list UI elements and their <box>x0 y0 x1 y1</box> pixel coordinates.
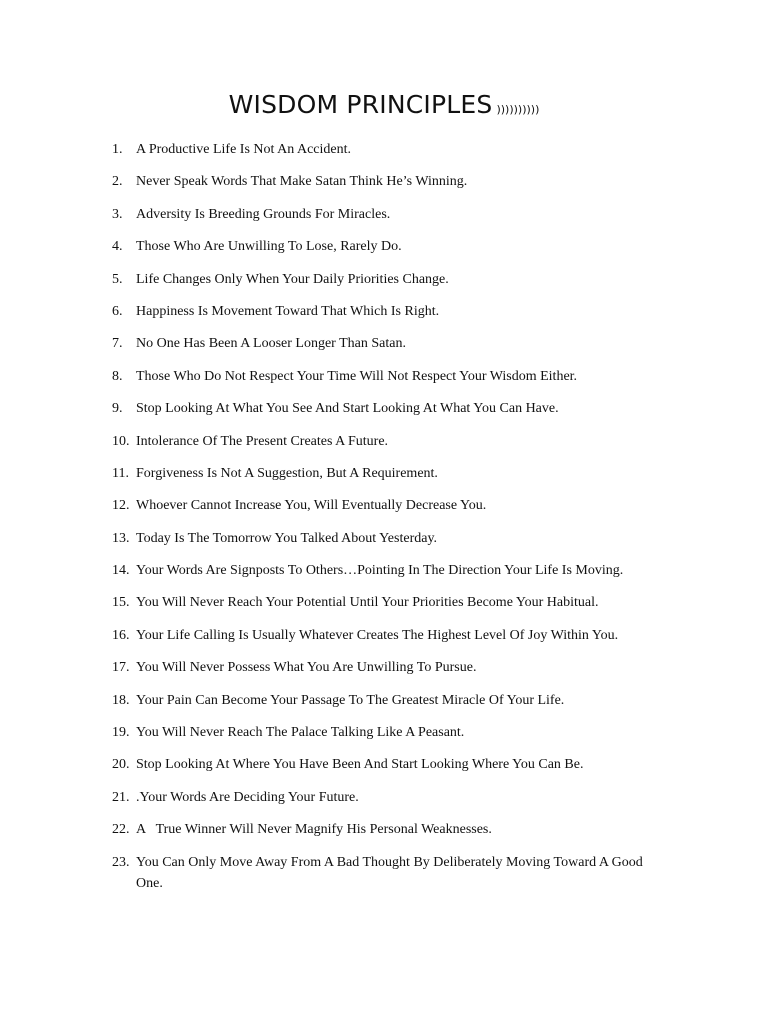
title-row <box>0 90 768 119</box>
item-text: Your Words Are Signposts To Others…Pointing In The Direction Your Life Is Moving. <box>136 563 624 579</box>
item-number: 23. <box>112 854 130 870</box>
item-text: Happiness Is Movement Toward That Which Is Right. <box>136 303 440 319</box>
list-item <box>112 495 712 516</box>
item-number: 18. <box>112 692 130 708</box>
principles-list <box>112 139 712 905</box>
item-number: 6. <box>112 303 123 319</box>
list-item <box>112 625 712 646</box>
item-text: Your Pain Can Become Your Passage To The Greatest Miracle Of Your Life. <box>136 692 565 708</box>
list-item <box>112 722 712 743</box>
item-number: 17. <box>112 660 130 676</box>
item-number: 21. <box>112 789 130 805</box>
item-number: 19. <box>112 725 130 741</box>
item-text: No One Has Been A Looser Longer Than Satan. <box>136 336 406 352</box>
title-suffix: )))))))))) <box>496 103 540 116</box>
item-text: Stop Looking At What You See And Start Looking At What You Can Have. <box>136 401 559 417</box>
item-text: Today Is The Tomorrow You Talked About Yesterday. <box>136 530 438 546</box>
item-text: Life Changes Only When Your Daily Priorities Change. <box>136 271 449 287</box>
item-number: 16. <box>112 627 130 643</box>
item-number: 9. <box>112 401 123 417</box>
list-item <box>112 690 712 711</box>
item-text: Never Speak Words That Make Satan Think He’s Winning. <box>136 174 468 190</box>
item-number: 1. <box>112 142 123 157</box>
item-number: 22. <box>112 822 130 838</box>
list-item <box>112 398 712 419</box>
list-item <box>112 787 712 808</box>
item-number: 4. <box>112 239 123 255</box>
page-title: WISDOM PRINCIPLES <box>228 90 493 119</box>
list-item <box>112 431 712 452</box>
item-number: 8. <box>112 368 123 384</box>
item-number: 3. <box>112 206 123 222</box>
list-item <box>112 139 712 160</box>
item-number: 15. <box>112 595 130 611</box>
item-number: 11. <box>112 465 129 481</box>
item-text: Stop Looking At Where You Have Been And Start Looking Where You Can Be. <box>136 757 584 773</box>
item-text: Forgiveness Is Not A Suggestion, But A Requirement. <box>136 465 438 481</box>
item-text: Whoever Cannot Increase You, Will Eventually Decrease You. <box>136 498 487 514</box>
list-item <box>112 269 712 290</box>
item-number: 13. <box>112 530 130 546</box>
item-number: 2. <box>112 174 123 190</box>
item-text: Those Who Do Not Respect Your Time Will Not Respect Your Wisdom Either. <box>136 368 578 384</box>
list-item <box>112 852 712 894</box>
item-number: 10. <box>112 433 130 449</box>
item-text: Your Life Calling Is Usually Whatever Creates The Highest Level Of Joy Within You. <box>136 627 619 643</box>
item-text: A Productive Life Is Not An Accident. <box>136 142 352 157</box>
list-item <box>112 204 712 225</box>
item-text: A True Winner Will Never Magnify His Personal Weaknesses. <box>136 822 492 838</box>
item-text: .Your Words Are Deciding Your Future. <box>136 789 359 805</box>
list-item <box>112 236 712 257</box>
item-text: You Will Never Possess What You Are Unwilling To Pursue. <box>136 660 477 676</box>
item-number: 20. <box>112 757 130 773</box>
item-text: Adversity Is Breeding Grounds For Miracles. <box>136 206 391 222</box>
item-text: Those Who Are Unwilling To Lose, Rarely Do. <box>136 239 402 255</box>
list-item <box>112 171 712 192</box>
item-number: 7. <box>112 336 123 352</box>
list-item <box>112 366 712 387</box>
item-text: You Will Never Reach Your Potential Until Your Priorities Become Your Habitual. <box>136 595 599 611</box>
list-item <box>112 592 712 613</box>
list-item <box>112 819 712 840</box>
list-item <box>112 463 712 484</box>
item-text: Intolerance Of The Present Creates A Future. <box>136 433 389 449</box>
item-number: 14. <box>112 563 130 579</box>
list-item <box>112 528 712 549</box>
list-item <box>112 560 712 581</box>
list-item <box>112 301 712 322</box>
list-item <box>112 333 712 354</box>
list-item <box>112 657 712 678</box>
item-text: You Can Only Move Away From A Bad Thought By Deliberately Moving Toward A Good One. <box>136 854 647 891</box>
item-number: 12. <box>112 498 130 514</box>
list-item <box>112 754 712 775</box>
item-text: You Will Never Reach The Palace Talking Like A Peasant. <box>136 725 465 741</box>
item-number: 5. <box>112 271 123 287</box>
